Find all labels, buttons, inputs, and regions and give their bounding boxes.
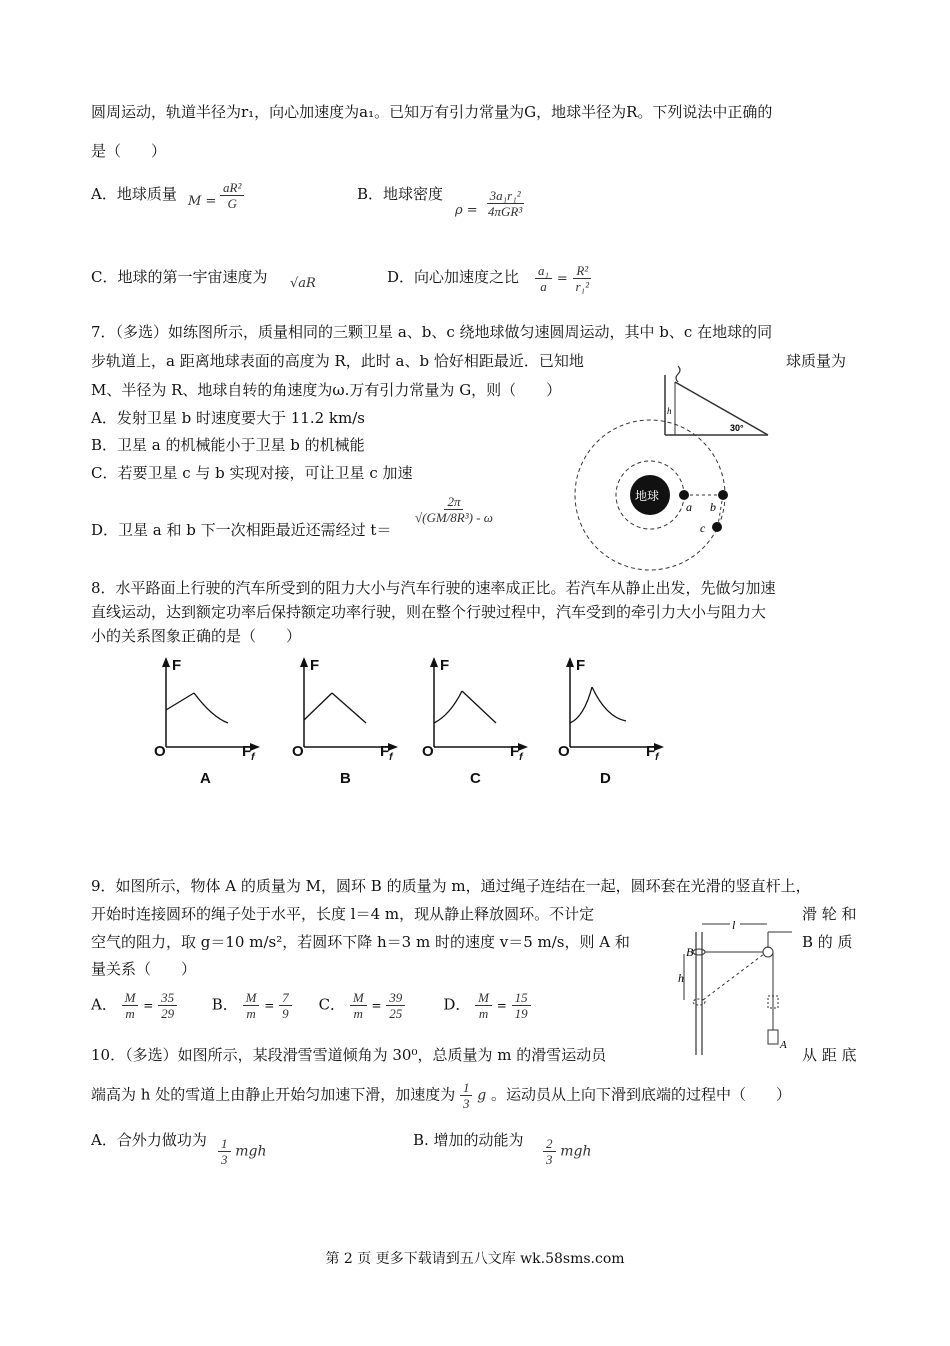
q10-option-a: A．合外力做功为	[91, 1131, 207, 1149]
q6-option-d: D．向心加速度之比	[387, 268, 520, 286]
q7-fig-c: c	[700, 521, 706, 535]
q8-c-axis-y: F	[440, 657, 450, 674]
q8-label-b: B	[340, 770, 351, 787]
q9-option-c: C． $\frac{M}{m}$ = $\frac{39}{25}$	[319, 990, 439, 1021]
satellite-b	[718, 490, 728, 500]
q7-fig-angle: 30°	[730, 423, 744, 433]
q10-line-1b: 从 距 底	[802, 1046, 857, 1064]
q8-graph-b	[290, 655, 400, 785]
q9-pulley-figure	[672, 920, 792, 1055]
q9-option-a: A． $\frac{M}{m}$ = $\frac{35}{29}$	[91, 990, 207, 1021]
q7-line-3: M、半径为 R、地球自转的角速度为ω.万有引力常量为 G，则（ ）	[91, 381, 562, 399]
q7-line-2a: 步轨道上，a 距离地球表面的高度为 R，此时 a、b 恰好相距最近．已知地	[91, 352, 584, 370]
q6-b-den: 4πGR³	[488, 204, 523, 219]
q7-fig-b: b	[710, 500, 716, 514]
q8-line-2: 直线运动，达到额定功率后保持额定功率行驶，则在整个行驶过程中，汽车受到的牵引力大小与阻力大	[91, 603, 767, 621]
q7-option-d-formula	[412, 494, 496, 525]
q6-option-b-formula	[485, 188, 525, 219]
q6-d-rnum: R²	[573, 263, 591, 279]
q8-line-1: 8．水平路面上行驶的汽车所受到的阻力大小与汽车行驶的速率成正比。若汽车从静止出发，先做匀加速	[91, 579, 776, 597]
q9-line-3b: B 的 质	[802, 933, 853, 951]
q7-option-c: C．若要卫星 c 与 b 实现对接，可让卫星 c 加速	[91, 464, 413, 482]
q6-option-c: C．地球的第一宇宙速度为	[91, 268, 268, 286]
q6-line-2: 是（ ）	[91, 142, 167, 160]
q10-line-1a: 10．（多选）如图所示，某段滑雪雪道倾角为 30⁰，总质量为 m 的滑雪运动员	[91, 1046, 607, 1064]
q10-option-a-formula: $\frac{1}{3}$ mgh	[218, 1136, 267, 1167]
q9-line-4: 量关系（ ）	[91, 960, 197, 978]
q6-option-b: B．地球密度	[357, 185, 444, 203]
q6-option-a-formula	[220, 180, 244, 211]
q7-d-den: √(GM/8R³) - ω	[415, 510, 493, 525]
q8-a-axis-y: F	[172, 657, 182, 674]
q10-option-b: B. 增加的动能为	[413, 1131, 524, 1149]
q9-line-2a: 开始时连接圆环的绳子处于水平，长度 l＝4 m，现从静止释放圆环。不计定	[91, 905, 595, 923]
q10-option-b-formula: $\frac{2}{3}$ mgh	[543, 1136, 592, 1167]
q8-label-d: D	[600, 770, 611, 787]
q9-options	[91, 990, 531, 1021]
q8-b-axis-x: $F_f$	[380, 743, 393, 763]
q8-graph-d	[556, 655, 666, 785]
q6-b-num: 3a₁r₁²	[487, 188, 524, 204]
q9-option-b: B． $\frac{M}{m}$ = $\frac{7}{9}$	[212, 990, 314, 1021]
q8-b-origin: O	[292, 743, 304, 760]
q7-option-a: A．发射卫星 b 时速度要大于 11.2 km/s	[91, 409, 365, 427]
q7-fig-a: a	[686, 500, 692, 514]
q9-line-1: 9．如图所示，物体 A 的质量为 M，圆环 B 的质量为 m，通过绳子连结在一起，圆环套在光滑的竖直杆上，	[91, 877, 811, 895]
q8-line-3: 小的关系图象正确的是（ ）	[91, 627, 302, 645]
q6-option-a: A．地球质量	[91, 185, 177, 203]
q6-a-den: G	[227, 196, 237, 211]
q6-d-lden: a	[540, 279, 547, 294]
q7-line-1: 7．（多选）如练图所示，质量相同的三颗卫星 a、b、c 绕地球做匀速圆周运动，其中 b、c 在地球的同	[91, 323, 773, 341]
q6-option-a-lhs: M =	[188, 194, 217, 209]
q6-a-num: aR²	[220, 180, 244, 196]
q8-d-axis-x: $F_f$	[646, 743, 659, 763]
q7-orbit-figure	[570, 360, 800, 575]
q9-line-2b: 滑 轮 和	[802, 905, 857, 923]
q8-label-c: C	[470, 770, 481, 787]
q8-a-axis-x: $F_f$	[242, 743, 255, 763]
q6-option-d-formula: $\frac{\text{a₁}}{a}$ = $\frac{\text{R²}}{\text{r₁²}}$	[535, 263, 592, 294]
q6-line-1: 圆周运动，轨道半径为r₁，向心加速度为a₁。已知万有引力常量为G，地球半径为R。下列说法中正确的	[91, 103, 773, 121]
q7-fig-h: h	[667, 406, 672, 416]
q7-option-d: D．卫星 a 和 b 下一次相距最近还需经过 t＝	[91, 521, 392, 539]
q6-d-rden: r₁²	[575, 279, 589, 294]
q8-b-axis-y: F	[310, 657, 320, 674]
q9-option-d: D． $\frac{M}{m}$ = $\frac{15}{19}$	[443, 990, 530, 1021]
q9-fig-B: B	[686, 945, 694, 959]
q6-option-c-expr: √aR	[290, 276, 316, 291]
q9-fig-A: A	[780, 1039, 787, 1051]
q10-line-2: 端高为 h 处的雪道上由静止开始匀加速下滑，加速度为 $\frac{1}{3}$ g 。运动员从上向下滑到底端的过程中（ ）	[91, 1080, 792, 1111]
q8-d-origin: O	[558, 743, 570, 760]
satellite-a	[679, 490, 689, 500]
incline-figure	[665, 366, 768, 435]
q8-c-origin: O	[422, 743, 434, 760]
q8-d-axis-y: F	[576, 657, 586, 674]
q8-graph-c	[420, 655, 530, 785]
q6-d-lnum: a₁	[535, 263, 552, 279]
q9-fig-h: h	[678, 971, 684, 985]
q7-fig-earth: 地球	[635, 489, 660, 503]
q7-d-num: 2π	[444, 494, 463, 510]
page-footer: 第 2 页 更多下载请到五八文库 wk.58sms.com	[325, 1251, 625, 1267]
q8-c-axis-x: $F_f$	[510, 743, 523, 763]
q8-a-origin: O	[154, 743, 166, 760]
q9-line-3a: 空气的阻力，取 g＝10 m/s²，若圆环下降 h＝3 m 时的速度 v＝5 m/s，则 A 和	[91, 933, 630, 951]
q7-line-2b: 球质量为	[786, 352, 847, 370]
q8-label-a: A	[200, 770, 211, 787]
q7-option-b: B．卫星 a 的机械能小于卫星 b 的机械能	[91, 436, 365, 454]
q9-fig-l: l	[732, 920, 736, 932]
q6-option-b-lhs: ρ =	[455, 203, 478, 218]
q8-graph-a	[152, 655, 262, 785]
satellite-c	[712, 522, 722, 532]
